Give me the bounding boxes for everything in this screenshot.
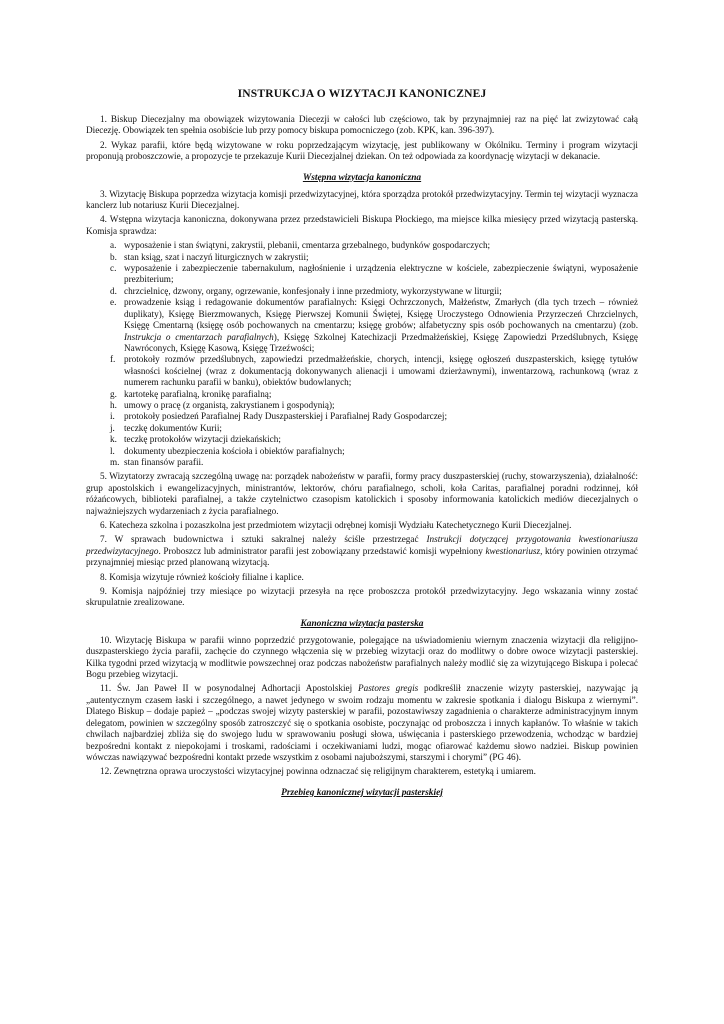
- questionnaire-reference: kwestionariusz: [485, 545, 541, 556]
- list-item: d. chrzcielnicę, dzwony, organy, ogrzewanie, konfesjonały i inne przedmioty, wykorzystywane w liturgii;: [110, 285, 502, 296]
- list-item: g. kartotekę parafialną, kronikę parafialną;: [110, 388, 272, 399]
- paragraph-11: 11. Św. Jan Paweł II w posynodalnej Adhortacji Apostolskiej Pastores gregis podkreślił znaczenie wizyty pasterskiej, nazywając ją „autentycznym czasem łaski i szczególnego, a nawet jedynego w swoim rodzaju momentu w zakresie spotkania i dialogu Biskupa z wiernymi”. Dlatego Biskup – dodaje papież – „podczas swojej wizyty pasterskiej w parafii, pozostawiwszy zagadnienia o charakterze administracyjnym innym delegatom, powinien w szczególny sposób zatroszczyć się o spotkania osobiste, poczynając od proboszcza i innych kapłanów. To właśnie w takich chwilach najbardziej zbliża się do swojego ludu w sprawowaniu posługi słowa, uświęcania i pasterskiego przewodzenia, wchodząc w bardziej bezpośredni kontakt z niepokojami i troskami, radościami i oczekiwaniami ludzi, mogąc ofiarować każdemu słowo nadziei. Biskup powinien wówczas nawiązywać bezpośredni kontakt przede wszystkim z osobami najuboższymi, starszymi i chorymi” (PG 46).: [86, 683, 638, 762]
- paragraph-7: 7. W sprawach budownictwa i sztuki sakralnej należy ściśle przestrzegać Instrukcji dotyczącej przygotowania kwestionariusza przedwizytacyjnego. Proboszcz lub administrator parafii jest zobowiązany przedstawić komisji wypełniony kwestionariusz, który powinien otrzymać przynajmniej miesiąc przed planowaną wizytacją.: [86, 534, 639, 568]
- inspection-list: [86, 240, 638, 468]
- list-item: k. teczkę protokołów wizytacji dziekańskich;: [110, 434, 281, 445]
- paragraph-2: 2. Wykaz parafii, które będą wizytowane w roku poprzedzającym wizytację, jest publikowany w Okólniku. Terminy i program wizytacji proponują proboszczowie, a propozycje te przekazuje Kurii Diecezjalnej dziekan. On też odpowiada za koordynację wizytacji w dekanacie.: [86, 139, 638, 162]
- paragraph-10: 10. Wizytację Biskupa w parafii winno poprzedzić przygotowanie, polegające na uświadomieniu wiernym znaczenia wizytacji dla religijno-duszpasterskiego życia parafii, zachęcie do czynnego włączenia się w przebieg wizytacji oraz do modlitwy o dobre owoce wizytacji pasterskiej. Kilka tygodni przed wizytacją w modlitwie powszechnej oraz podczas nabożeństw parafialnych należy modlić się za wizytującego Biskupa i polecać Bogu przebieg wizytacji.: [86, 634, 638, 680]
- list-item: c. wyposażenie i zabezpieczenie tabernakulum, nagłośnienie i urządzenia elektryczne w kościele, zabezpieczenie świątyni, wyposażenie prezbiterium;: [110, 263, 638, 285]
- list-item: e. prowadzenie ksiąg i redagowanie dokumentów parafialnych: Księgi Ochrzczonych, Małżeństw, Zmarłych (dla tych trzech – również duplikaty), Księgę Bierzmowanych, Księgę Pierwszej Komunii Świętej, Księgę Uroczystego Odnowienia Przyrzeczeń Chrzcielnych, Księgę Cmentarną (księgę osób pochowanych na cmentarzu; księgę grobów; alfabetyczny spis osób pochowanych na cmentarzu) (zob. Instrukcja o cmentarzach parafialnych), Księgę Szkolnej Katechizacji Przedmałżeńskiej, Księgę Zapowiedzi Przedślubnych, Księgę Nawróconych, Księgę Kasową, Księgę Trzeźwości;: [110, 297, 638, 353]
- section-heading-pastoral: Kanoniczna wizytacja pasterska: [300, 618, 424, 629]
- paragraph-12: 12. Zewnętrzna oprawa uroczystości wizytacyjnej powinna odznaczać się religijnym charakterem, estetyką i umiarem.: [100, 766, 536, 777]
- document-title: INSTRUKCJA O WIZYTACJI KANONICZNEJ: [237, 88, 487, 100]
- list-item: l. dokumenty ubezpieczenia kościoła i obiektów parafialnych;: [110, 445, 345, 456]
- list-item: a. wyposażenie i stan świątyni, zakrystii, plebanii, cmentarza grzebalnego, budynków gospodarczych;: [110, 240, 491, 251]
- list-item: h. umowy o pracę (z organistą, zakrystianem i gospodynią);: [110, 399, 335, 410]
- document-page: [86, 88, 638, 804]
- paragraph-6: 6. Katecheza szkolna i pozaszkolna jest przedmiotem wizytacji odrębnej komisji Wydziału Katechetycznego Kurii Diecezjalnej.: [100, 520, 572, 530]
- paragraph-5: 5. Wizytatorzy zwracają szczególną uwagę na: porządek nabożeństw w parafii, formy pracy duszpasterskiej (ruchy, stowarzyszenia), działalność: grup apostolskich i ewangelizacyjnych, ministrantów, lektorów, chóru parafialnego, scholi, koła Caritas, parafialnej poradni rodzinnej, kół różańcowych, biblioteki parafialnej, a także czytelnictwo czasopism katolickich i sposoby informowania katolickich mediów diecezjalnych o najważniejszych wydarzeniach z życia parafialnego.: [86, 471, 638, 516]
- paragraph-1: 1. Biskup Diecezjalny ma obowiązek wizytowania Diecezji w całości lub częściowo, tak by przynajmniej raz na pięć lat zwizytować całą Diecezję. Obowiązek ten spełnia osobiście lub przy pomocy biskupa pomocniczego (zob. KPK, kan. 396-397).: [86, 114, 638, 136]
- paragraph-9: 9. Komisja najpóźniej trzy miesiące po wizytacji przesyła na ręce proboszcza protokół przedwizytacyjny. Jego wskazania winny zostać skrupulatnie zrealizowane.: [86, 586, 638, 608]
- paragraph-3: 3. Wizytację Biskupa poprzedza wizytacja komisji przedwizytacyjnej, która sporządza protokół przedwizytacyjny. Termin tej wizytacji wyznacza kanclerz lub notariusz Kurii Diecezjalnej.: [86, 188, 638, 211]
- instruction-reference: Instrukcji dotyczącej przygotowania kwestionariusza przedwizytacyjnego: [86, 534, 639, 556]
- list-item: b. stan ksiąg, szat i naczyń liturgicznych w zakrystii;: [110, 251, 309, 262]
- document-reference: Pastores gregis: [357, 683, 419, 694]
- section-heading-procedure: Przebieg kanonicznej wizytacji pasterskiej: [281, 787, 443, 798]
- list-item: m. stan finansów parafii.: [110, 456, 204, 467]
- instruction-reference: Instrukcja o cmentarzach parafialnych: [124, 331, 274, 342]
- paragraph-8: 8. Komisja wizytuje również kościoły filialne i kaplice.: [100, 571, 304, 582]
- section-heading-preliminary: Wstępna wizytacja kanoniczna: [302, 172, 422, 183]
- paragraph-4: 4. Wstępna wizytacja kanoniczna, dokonywana przez przedstawicieli Biskupa Płockiego, ma miejsce kilka miesięcy przed wizytacją pasterską. Komisja sprawdza:: [86, 214, 638, 236]
- list-item: f. protokoły rozmów przedślubnych, zapowiedzi przedmałżeńskie, chorych, intencji, księgę ogłoszeń duszpasterskich, księgę tytułów własności kościelnej (wraz z dokumentacją dokonywanych alienacji i umowami dzierżawnymi), inwentarzową, rachunkową (wraz z numerem rachunku parafii w banku), obiektów budowlanych;: [110, 354, 638, 388]
- list-item: i. protokoły posiedzeń Parafialnej Rady Duszpasterskiej i Parafialnej Rady Gospodarczej;: [110, 411, 447, 422]
- list-item: j. teczkę dokumentów Kurii;: [110, 422, 222, 433]
